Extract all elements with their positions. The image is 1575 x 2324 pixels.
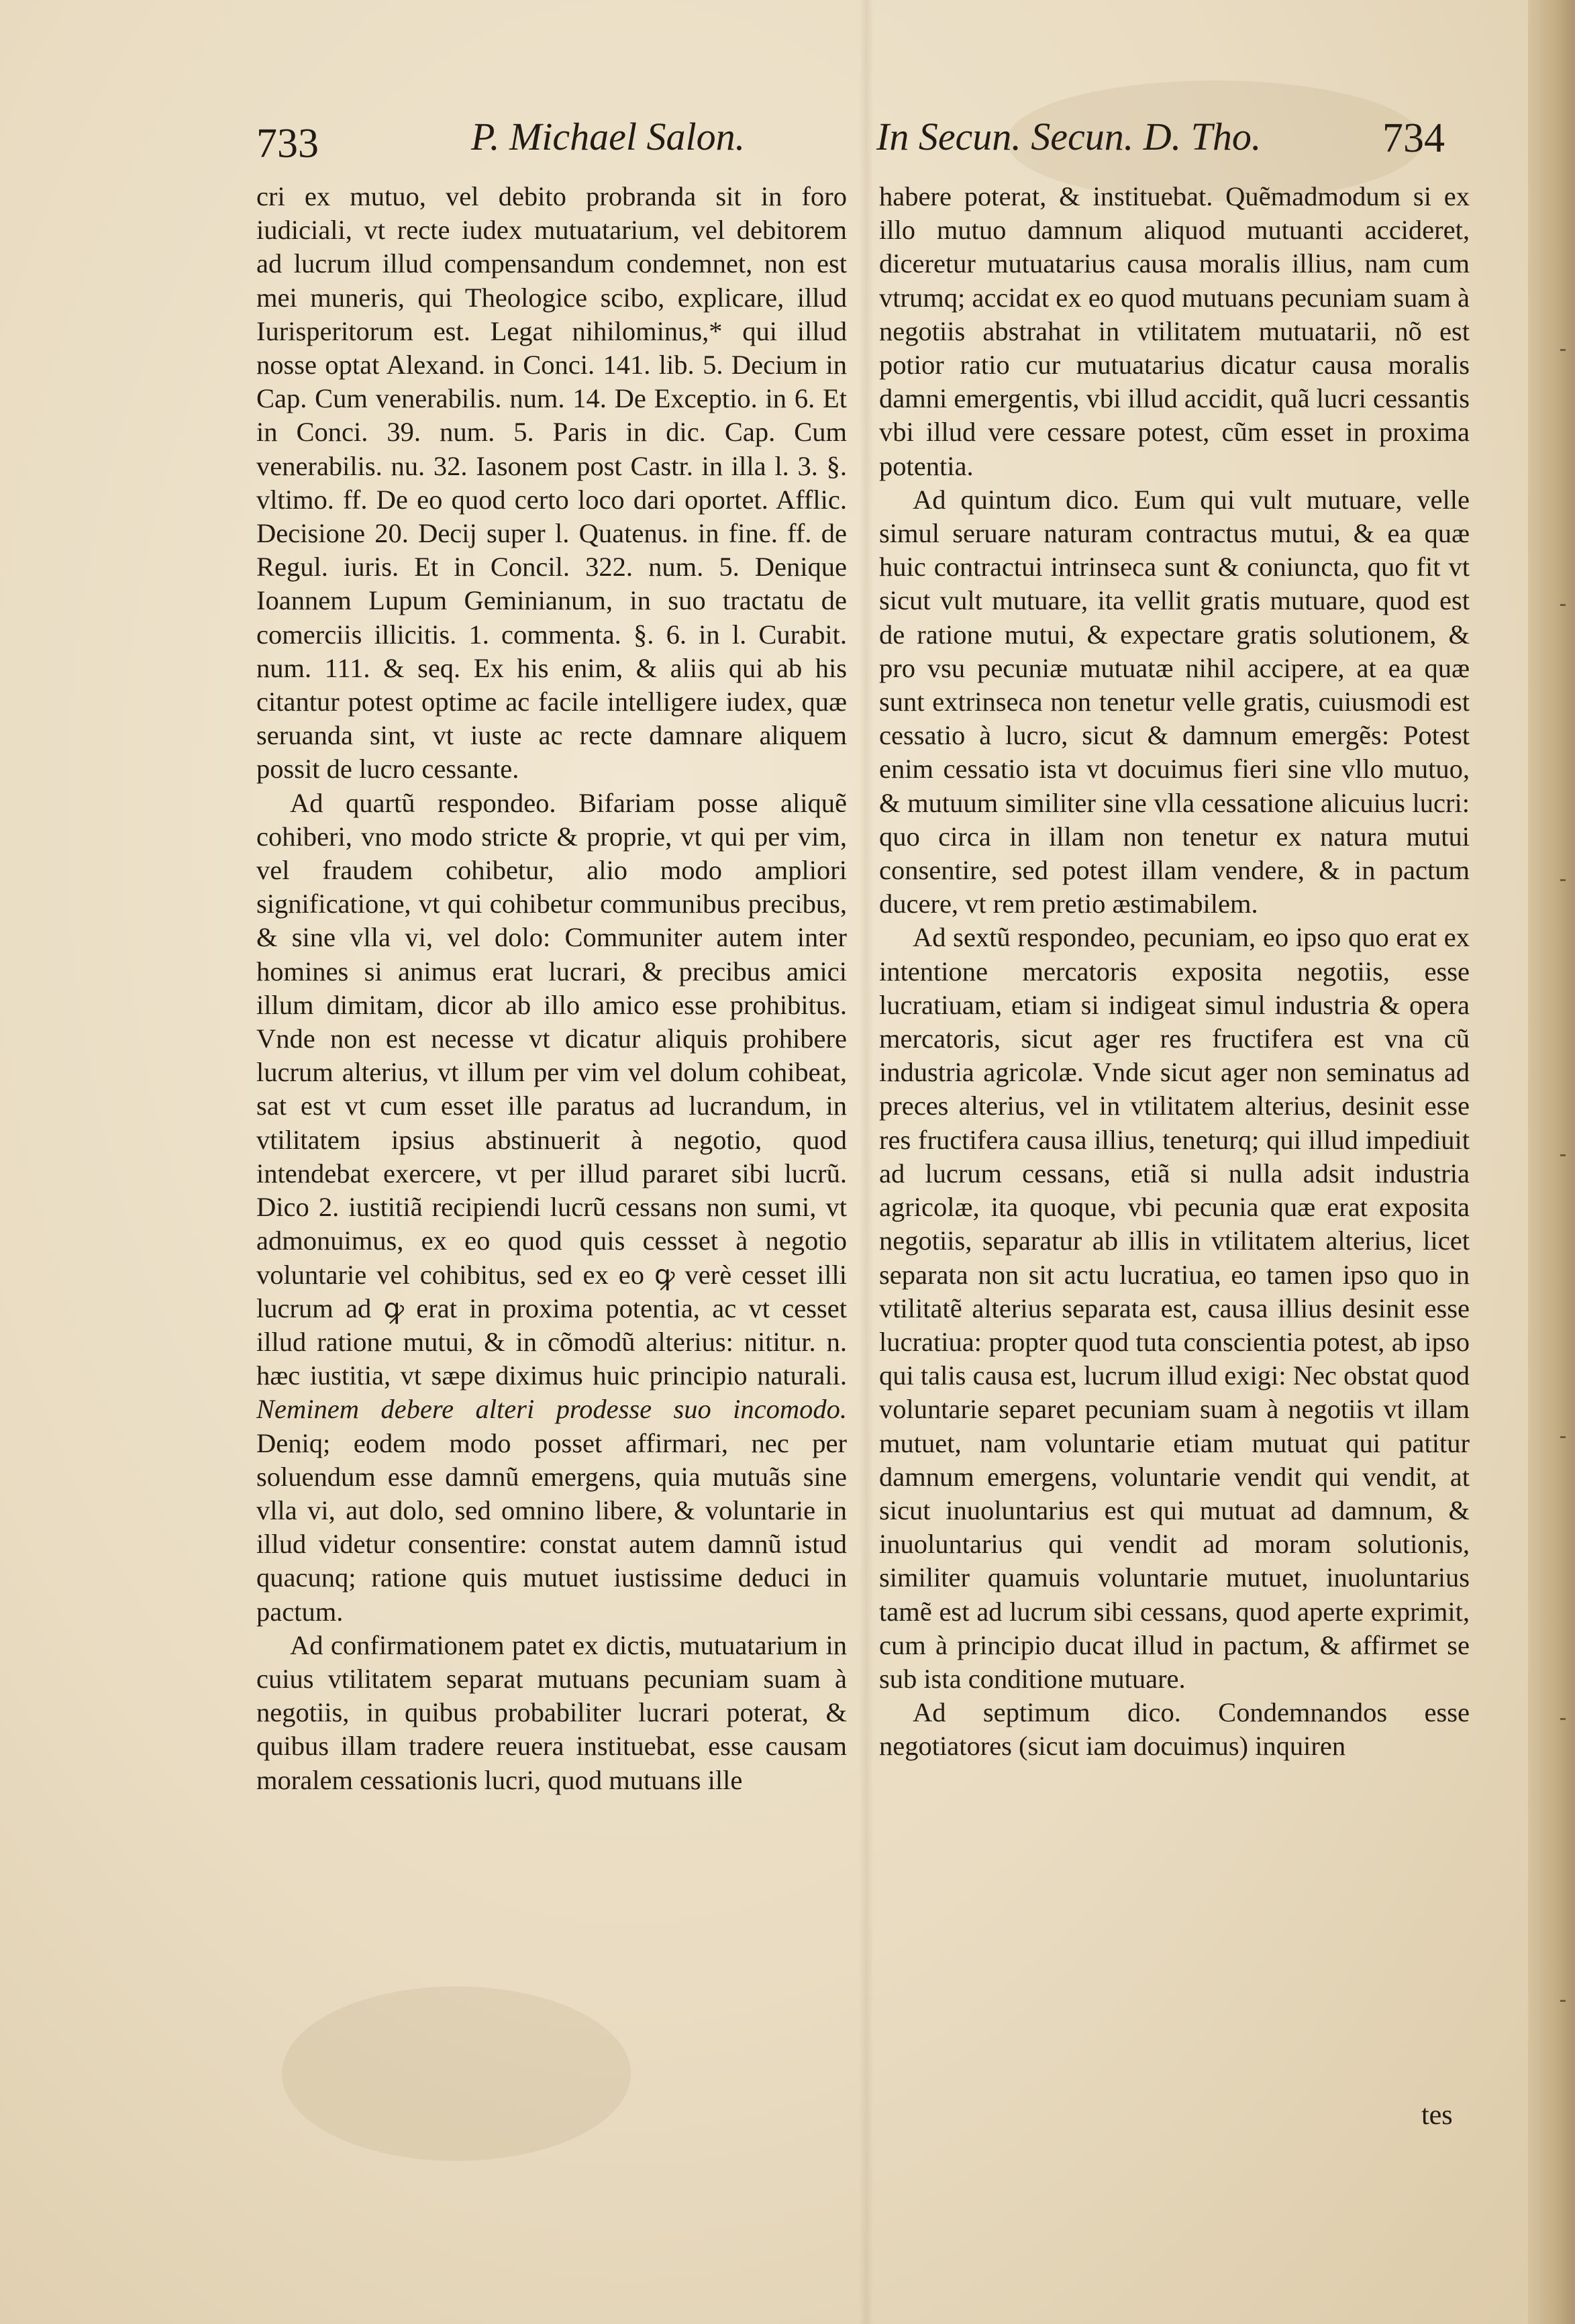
paper-stain	[282, 1986, 631, 2161]
column-gutter	[859, 0, 874, 2324]
paragraph: cri ex mutuo, vel debito probranda sit in foro iudiciali, vt recte iudex mutuatarium, vel debitorem ad lucrum illud compensandum condemnet, non est mei muneris, qui Theologice scibo, explicare, illud Iurisperitorum est. Legat nihilominus,* qui illud nosse optat Alexand. in Conci. 141. lib. 5. Decium in Cap. Cum venerabilis. num. 14. De Exceptio. in 6. Et in Conci. 39. num. 5. Paris in dic. Cap. Cum venerabilis. nu. 32. Iasonem post Castr. in illa l. 3. §. vltimo. ff. De eo quod certo loco dari oportet. Afflic. Decisione 20. Decij super l. Quatenus. in fine. ff. de Regul. iuris. Et in Concil. 322. num. 5. Denique Ioannem Lupum Geminianum, in suo tractatu de comerciis illicitis. 1. commenta. §. 6. in l. Curabit. num. 111. & seq. Ex his enim, & aliis qui ab his citantur potest optime ac facile intelligere iudex, quæ seruanda sint, vt iuste ac recte damnare aliquem possit de lucro cessante.	[256, 181, 847, 785]
left-running-title: P. Michael Salon.	[471, 115, 746, 158]
paragraph: Ad confirmationem patet ex dictis, mutuatarium in cuius vtilitatem separat mutuans pecuniam suam à negotiis, in quibus probabiliter lucrari poterat, & quibus illam tradere reuera instituebat, esse causam moralem cessationis lucri, quod mutuans ille	[256, 1629, 847, 1795]
right-page-number: 734	[1382, 115, 1445, 161]
right-text-column	[879, 180, 1470, 1764]
right-running-title: In Secun. Secun. D. Tho.	[876, 115, 1262, 158]
paragraph: habere poterat, & instituebat. Quẽmadmodum si ex illo mutuo damnum aliquod mutuanti accideret, diceretur mutuatarius causa moralis illius, nam cum vtrumq; accidat ex eo quod mutuans pecuniam suam à negotiis abstrahat in vtilitatem mutuatarii, nõ est potior ratio cur mutuatarius dicatur causa moralis damni emergentis, vbi illud accidit, quã lucri cessantis vbi illud vere cessare potest, cũm esset in proxima potentia.	[879, 181, 1470, 481]
left-page-number: 733	[256, 121, 319, 166]
paragraph: Ad quintum dico. Eum qui vult mutuare, velle simul seruare naturam contractus mutui, & ea quæ huic contractui intrinseca sunt & coniuncta, quo fit vt sicut vult mutuare, ita vellit gratis mutuare, quod est de ratione mutui, & expectare gratis solutionem, & pro vsu pecuniæ mutuatæ nihil accipere, at ea quæ sunt extrinseca non tenetur velle gratis, cuiusmodi est cessatio à lucro, sicut & damnum emergẽs: Potest enim cessatio ista vt docuimus fieri sine vllo mutuo, & mutuum similiter sine vlla cessatione alicuius lucri: quo circa in illam non tenetur ex natura mutui consentire, sed potest illam vendere, & in pactum ducere, vt rem pretio æstimabilem.	[879, 484, 1470, 919]
paragraph: Ad septimum dico. Condemnandos esse negotiatores (sicut iam docuimus) inquiren	[879, 1697, 1470, 1762]
catchword: tes	[1421, 2100, 1453, 2131]
page-edge	[1528, 0, 1575, 2324]
italic-maxim: Neminem debere alteri prodesse suo incomodo.	[256, 1394, 847, 1425]
running-header	[0, 117, 1575, 178]
paragraph: Ad sextũ respondeo, pecuniam, eo ipso quo erat ex intentione mercatoris exposita negotiis, esse lucratiuam, etiam si indigeat simul industria & opera mercatoris, sicut ager res fructifera est vna cũ industria agricolæ. Vnde sicut ager non seminatus ad preces alterius, vel in vtilitatem alterius, desinit esse res fructifera causa illius, teneturq; qui illud impediuit ad lucrum cessans, etiã si nulla adsit industria agricolæ, ita quoque, vbi pecunia quæ erat exposita negotiis, separatur ab illis in vtilitatem alterius, licet separata non sit actu lucratiua, eo tamen ipso quo in vtilitatẽ alterius separata est, causa illius desinit esse lucratiua: propter quod tuta conscientia potest, ab ipso qui talis causa est, lucrum illud exigi: Nec obstat quod voluntarie separet pecuniam suam à negotiis vt illam mutuet, nam voluntarie etiam mutuat qui patitur damnum emergens, voluntarie vendit qui vendit, at sicut inuoluntarius est qui mutuat ad damnum, & inuoluntarius qui vendit ad moram solutionis, similiter quamuis voluntarie mutuet, inuoluntarius tamẽ est ad lucrum sibi cessans, quod aperte exprimit, cum à principio ducat illud in pactum, & affirmet se sub ista conditione mutuare.	[879, 922, 1470, 1694]
paragraph: Ad quartũ respondeo. Bifariam posse aliquẽ cohiberi, vno modo stricte & proprie, vt qui per vim, vel fraudem cohibetur, alio modo ampliori significatione, vt qui cohibetur communibus precibus, & sine vlla vi, vel dolo: Communiter autem inter homines si animus erat lucrari, & precibus amici illum dimitam, dicor ab illo amico esse prohibitus. Vnde non est necesse vt dicatur aliquis prohibere lucrum alterius, vt illum per vim vel dolum cohibeat, sat est vt cum esset ille paratus ad lucrandum, in vtilitatem ipsius abstinuerit à negotio, quod intendebat exercere, vt per illud pararet sibi lucrũ. Dico 2. iustitiã recipiendi lucrũ cessans non sumi, vt admonuimus, ex eo quod quis cessset à negotio voluntarie vel cohibitus, sed ex eo ꝙ verè cesset illi lucrum ad ꝙ erat in proxima potentia, ac vt cesset illud ratione mutui, & in cõmodũ alterius: nititur. n. hæc iustitia, vt sæpe diximus huic principio naturali. Neminem debere alteri prodesse suo incomodo. Deniq; eodem modo posset affirmari, nec per soluendum esse damnũ emergens, quia mutuãs sine vlla vi, aut dolo, sed omnino libere, & voluntarie in illud videtur consentire: constat autem damnũ istud quacunq; ratione quis mutuet iustissime deduci in pactum.	[256, 787, 847, 1627]
left-text-column	[256, 180, 847, 1797]
